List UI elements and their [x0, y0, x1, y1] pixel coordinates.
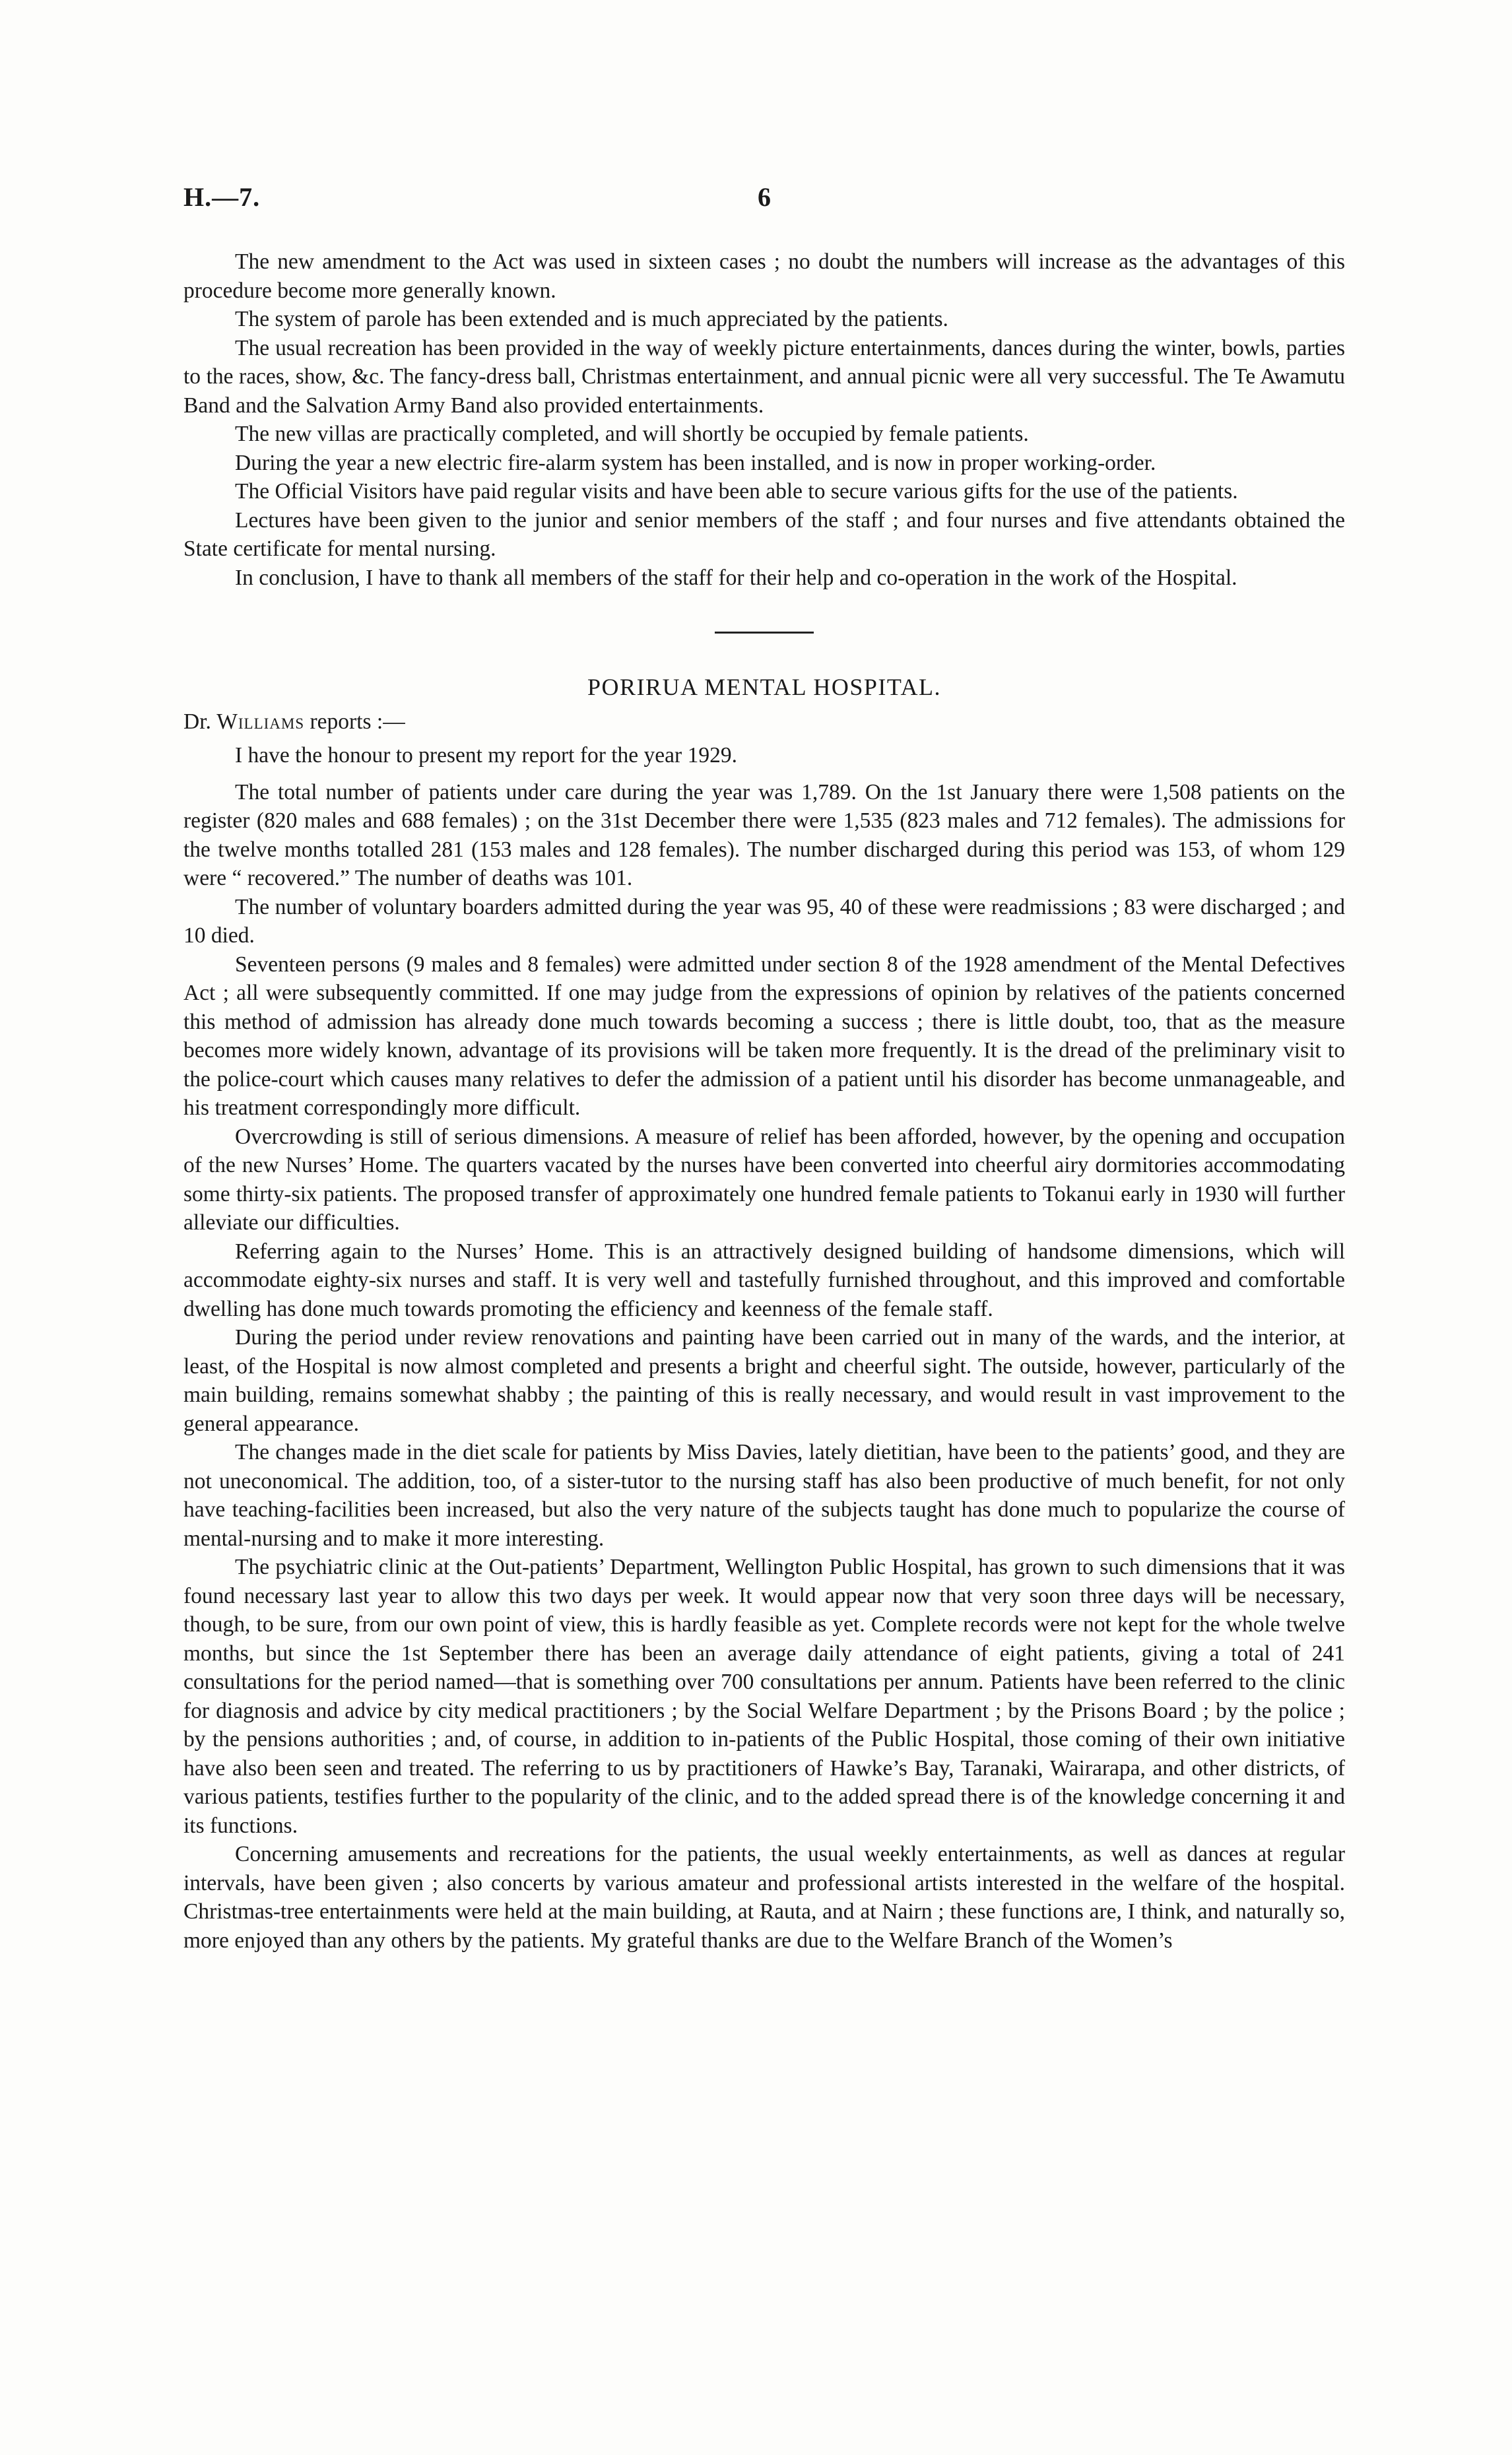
paragraph: The number of voluntary boarders admitted during the year was 95, 40 of these were readmissions ; 83 were discharged ; and 10 died.	[183, 894, 1345, 948]
paragraph: The total number of patients under care during the year was 1,789. On the 1st January there were 1,508 patients on the register (820 males and 688 females) ; on the 31st December there were 1,535 (823 males and 712 females). The admissions for the twelve months totalled 281 (153 males and 128 females). The number discharged during this period was 153, of whom 129 were “ recovered.” The number of deaths was 101.	[183, 779, 1345, 890]
paragraph: The Official Visitors have paid regular visits and have been able to secure various gifts for the use of the patients.	[235, 479, 1238, 504]
page-number: 6	[758, 182, 771, 212]
paragraph: Concerning amusements and recreations for the patients, the usual weekly entertainments, as well as dances at regular intervals, have been given ; also concerts by various amateur and professional artists interested in the welfare of the hospital. Christmas-tree entertainments were held at the main building, at Rauta, and at Nairn ; these functions are, I think, and naturally so, more enjoyed than any others by the patients. My grateful thanks are due to the Welfare Branch of the Women’s	[183, 1842, 1345, 1953]
paragraph: The new villas are practically completed, and will shortly be occupied by female patients.	[235, 422, 1029, 446]
paragraph: The new amendment to the Act was used in sixteen cases ; no doubt the numbers will increase as the advantages of this procedure become more generally known.	[183, 249, 1345, 303]
paragraph: During the year a new electric fire-alarm system has been installed, and is now in proper working-order.	[235, 450, 1156, 475]
document-body	[183, 247, 1345, 1955]
paragraph: The changes made in the diet scale for patients by Miss Davies, lately dietitian, have been to the patients’ good, and they are not uneconomical. The addition, too, of a sister-tutor to the nursing staff has also been productive of much benefit, for not only have teaching-facilities been increased, but also the very nature of the subjects taught has done much to popularize the course of mental-nursing and to make it more interesting.	[183, 1440, 1345, 1551]
paragraph: Overcrowding is still of serious dimensions. A measure of relief has been afforded, however, by the opening and occupation of the new Nurses’ Home. The quarters vacated by the nurses have been converted into cheerful airy dormitories accommodating some thirty-six patients. The proposed transfer of approximately one hundred female patients to Tokanui early in 1930 will further alleviate our difficulties.	[183, 1124, 1345, 1235]
page-header	[183, 181, 1345, 221]
paragraph: The psychiatric clinic at the Out-patients’ Department, Wellington Public Hospital, has grown to such dimensions that it was found necessary last year to allow this two days per week. It would appear now that very soon three days will be necessary, though, to be sure, from our own point of view, this is hardly feasible as yet. Complete records were not kept for the whole twelve months, but since the 1st September there has been an average daily attendance of eight patients, giving a total of 241 consultations for the period named—that is something over 700 consultations per annum. Patients have been referred to the clinic for diagnosis and advice by city medical practitioners ; by the Social Welfare Department ; by the Prisons Board ; by the police ; by the pensions authorities ; and, of course, in addition to in-patients of the Public Hospital, those coming of their own initiative have also been seen and treated. The referring to us by practitioners of Hawke’s Bay, Taranaki, Wairarapa, and other districts, of various patients, testifies further to the popularity of the clinic, and to the added spread there is of the knowledge concerning it and its functions.	[183, 1555, 1345, 1838]
report-byline	[183, 707, 1345, 736]
byline-suffix: reports :—	[310, 709, 405, 734]
document-reference: H.—7.	[183, 182, 261, 212]
opening-line: I have the honour to present my report for the year 1929.	[235, 743, 737, 768]
paragraph: During the period under review renovations and painting have been carried out in many of the wards, and the interior, at least, of the Hospital is now almost completed and presents a bright and cheerful sight. The outside, however, particularly of the main building, remains somewhat shabby ; the painting of this is really necessary, and would result in vast improvement to the general appearance.	[183, 1325, 1345, 1436]
section-divider	[715, 632, 814, 634]
paragraph: Lectures have been given to the junior and senior members of the staff ; and four nurses and five attendants obtained the State certificate for mental nursing.	[183, 507, 1345, 561]
byline-name: Williams	[216, 709, 305, 734]
paragraph: Referring again to the Nurses’ Home. This is an attractively designed building of handsome dimensions, which will accommodate eighty-six nurses and staff. It is very well and tastefully furnished throughout, and this improved and comfortable dwelling has done much towards promoting the efficiency and keenness of the female staff.	[183, 1239, 1345, 1321]
paragraph: Seventeen persons (9 males and 8 females) were admitted under section 8 of the 1928 amendment of the Mental Defectives Act ; all were subsequently committed. If one may judge from the expressions of opinion by relatives of the patients concerned this method of admission has already done much towards becoming a success ; there is little doubt, too, that as the measure becomes more widely known, advantage of its provisions will be taken more frequently. It is the dread of the preliminary visit to the police-court which causes many relatives to defer the admission of a patient until his disorder has become unmanageable, and his treatment correspondingly more difficult.	[183, 952, 1345, 1120]
section-title: PORIRUA MENTAL HOSPITAL.	[587, 674, 941, 700]
paragraph: In conclusion, I have to thank all members of the staff for their help and co-operation in the work of the Hospital.	[235, 565, 1237, 590]
paragraph: The usual recreation has been provided in the way of weekly picture entertainments, dances during the winter, bowls, parties to the races, show, &c. The fancy-dress ball, Christmas entertainment, and annual picnic were all very successful. The Te Awamutu Band and the Salvation Army Band also provided entertainments.	[183, 335, 1345, 418]
byline-prefix: Dr.	[183, 709, 211, 734]
paragraph: The system of parole has been extended and is much appreciated by the patients.	[235, 307, 948, 331]
